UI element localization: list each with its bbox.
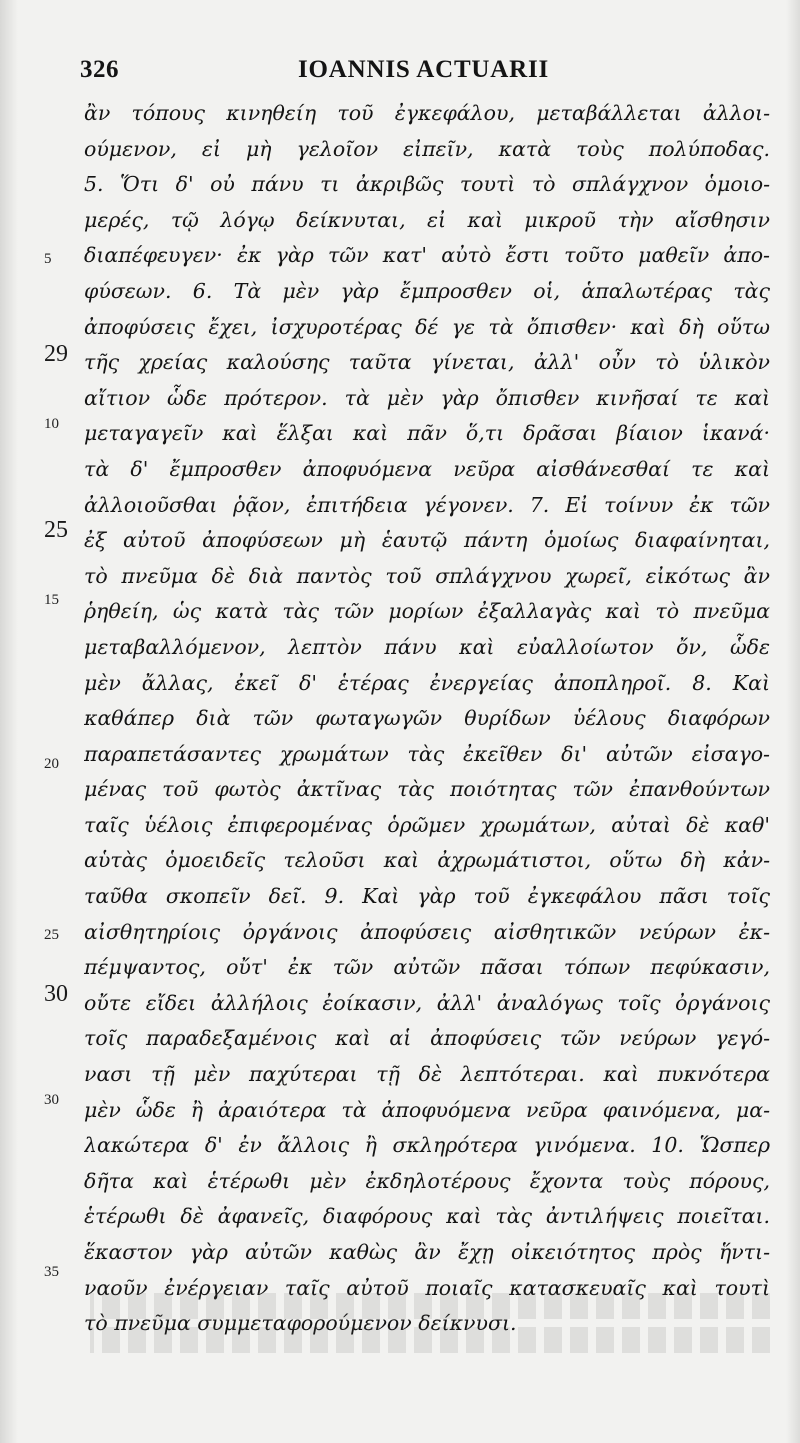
line-number-35: 35 <box>44 1264 59 1280</box>
text-line: μερές, τῷ λόγῳ δείκνυται, εἰ καὶ μικροῦ τὴν αἴσθησιν <box>84 207 770 232</box>
text-line: ταῖς ὑέλοις ἐπιφερομένας ὁρῶμεν χρωμάτων, αὐταὶ δὲ καθ' <box>84 812 770 837</box>
line-number-15: 15 <box>44 592 59 608</box>
margin-page-ref: 29 <box>44 341 68 367</box>
text-line: ἐξ αὐτοῦ ἀποφύσεων μὴ ἑαυτῷ πάντη ὁμοίως διαφαίνηται, <box>84 528 770 553</box>
text-line: μένας τοῦ φωτὸς ἀκτῖνας τὰς ποιότητας τῶν ἐπανθούντων <box>84 777 770 802</box>
text-line: τὸ πνεῦμα συμμεταφορούμενον δείκνυσι. <box>84 1311 517 1336</box>
text-line: ταῦθα σκοπεῖν δεῖ. 9. Καὶ γὰρ τοῦ ἐγκεφάλου πᾶσι τοῖς <box>84 884 770 909</box>
text-line: τῆς χρείας καλούσης ταῦτα γίνεται, ἀλλ' οὖν τὸ ὑλικὸν <box>84 350 770 375</box>
margin-page-ref: 30 <box>44 981 68 1007</box>
text-line: αἰσθητηρίοις ὀργάνοις ἀποφύσεις αἰσθητικῶν νεύρων ἐκ- <box>84 919 770 944</box>
text-line: διαπέφευγεν· ἐκ γὰρ τῶν κατ' αὐτὸ ἔστι τοῦτο μαθεῖν ἀπο- <box>84 243 770 268</box>
page-edge-shadow-left <box>0 0 18 1443</box>
text-line: λακώτερα δ' ἐν ἄλλοις ἢ σκληρότερα γινόμενα. 10. Ὥσπερ <box>84 1133 770 1158</box>
text-line: ούμενον, εἰ μὴ γελοῖον εἰπεῖν, κατὰ τοὺς πολύποδας. <box>84 136 770 161</box>
margin-page-ref: 25 <box>44 517 68 543</box>
text-line: ναοῦν ἐνέργειαν ταῖς αὐτοῦ ποιαῖς κατασκευαῖς καὶ τουτὶ <box>84 1275 770 1300</box>
text-line: μεταβαλλόμενον, λεπτὸν πάνυ καὶ εὐαλλοίωτον ὄν, ὧδε <box>84 634 770 659</box>
line-number-25: 25 <box>44 927 59 943</box>
page-edge-shadow-right <box>786 0 800 1443</box>
page-header <box>80 56 770 90</box>
text-line: μὲν ὧδε ἢ ἀραιότερα τὰ ἀποφυόμενα νεῦρα φαινόμενα, μα- <box>84 1097 770 1122</box>
text-line: τὸ πνεῦμα δὲ διὰ παντὸς τοῦ σπλάγχνου χωρεῖ, εἰκότως ἂν <box>84 563 770 588</box>
line-number-5: 5 <box>44 251 52 267</box>
text-line: ἕκαστον γὰρ αὐτῶν καθὼς ἂν ἔχῃ οἰκειότητος πρὸς ἥντι- <box>84 1240 770 1264</box>
text-line: ἀλλοιοῦσθαι ῥᾷον, ἐπιτήδεια γέγονεν. 7. Εἰ τοίνυν ἐκ τῶν <box>84 492 770 517</box>
text-line: τοῖς παραδεξαμένοις καὶ αἱ ἀποφύσεις τῶν νεύρων γεγό- <box>84 1026 770 1051</box>
text-line: μεταγαγεῖν καὶ ἕλξαι καὶ πᾶν ὅ,τι δρᾶσαι βίαιον ἱκανά· <box>84 421 770 446</box>
text-line: τὰ δ' ἔμπροσθεν ἀποφυόμενα νεῦρα αἰσθάνεσθαί τε καὶ <box>84 456 770 481</box>
text-line: δῆτα καὶ ἑτέρωθι μὲν ἐκδηλοτέρους ἔχοντα τοὺς πόρους, <box>84 1168 770 1193</box>
text-line: πέμψαντος, οὔτ' ἐκ τῶν αὐτῶν πᾶσαι τόπων πεφύκασιν, <box>84 955 770 980</box>
text-line: ἂν τόπους κινηθείη τοῦ ἐγκεφάλου, μεταβάλλεται ἀλλοι- <box>84 101 770 125</box>
running-head: IOANNIS ACTUARII <box>298 56 550 83</box>
body-text <box>84 96 770 1342</box>
text-line: παραπετάσαντες χρωμάτων τὰς ἐκεῖθεν δι' αὐτῶν εἰσαγο- <box>84 741 770 766</box>
text-line: 5. Ὅτι δ' οὐ πάνυ τι ἀκριβῶς τουτὶ τὸ σπλάγχνον ὁμοιο- <box>84 172 770 197</box>
text-line: φύσεων. 6. Τὰ μὲν γὰρ ἔμπροσθεν οἱ, ἁπαλωτέρας τὰς <box>84 278 770 303</box>
text-line: καθάπερ διὰ τῶν φωταγωγῶν θυρίδων ὑέλους διαφόρων <box>84 706 770 731</box>
text-line: αὑτὰς ὁμοειδεῖς τελοῦσι καὶ ἀχρωμάτιστοι, οὕτω δὴ κἀν- <box>84 848 770 873</box>
page-number: 326 <box>80 56 119 83</box>
text-line: αἴτιον ὧδε πρότερον. τὰ μὲν γὰρ ὄπισθεν κινῆσαί τε καὶ <box>84 385 770 410</box>
text-line: ῥηθείη, ὡς κατὰ τὰς τῶν μορίων ἐξαλλαγὰς καὶ τὸ πνεῦμα <box>84 599 770 624</box>
text-line: οὔτε εἴδει ἀλλήλοις ἐοίκασιν, ἀλλ' ἀναλόγως τοῖς ὀργάνοις <box>84 990 770 1015</box>
text-line: νασι τῇ μὲν παχύτεραι τῇ δὲ λεπτότεραι. καὶ πυκνότερα <box>84 1062 770 1087</box>
line-number-10: 10 <box>44 416 59 432</box>
line-number-30: 30 <box>44 1092 59 1108</box>
show-through-bleed <box>90 1293 770 1383</box>
line-number-20: 20 <box>44 756 59 772</box>
text-line: ἑτέρωθι δὲ ἀφανεῖς, διαφόρους καὶ τὰς ἀντιλήψεις ποιεῖται. <box>84 1204 770 1229</box>
text-line: μὲν ἄλλας, ἐκεῖ δ' ἑτέρας ἐνεργείας ἀποπληροῖ. 8. Καὶ <box>84 670 770 695</box>
text-line: ἀποφύσεις ἔχει, ἰσχυροτέρας δέ γε τὰ ὄπισθεν· καὶ δὴ οὕτω <box>84 314 770 339</box>
